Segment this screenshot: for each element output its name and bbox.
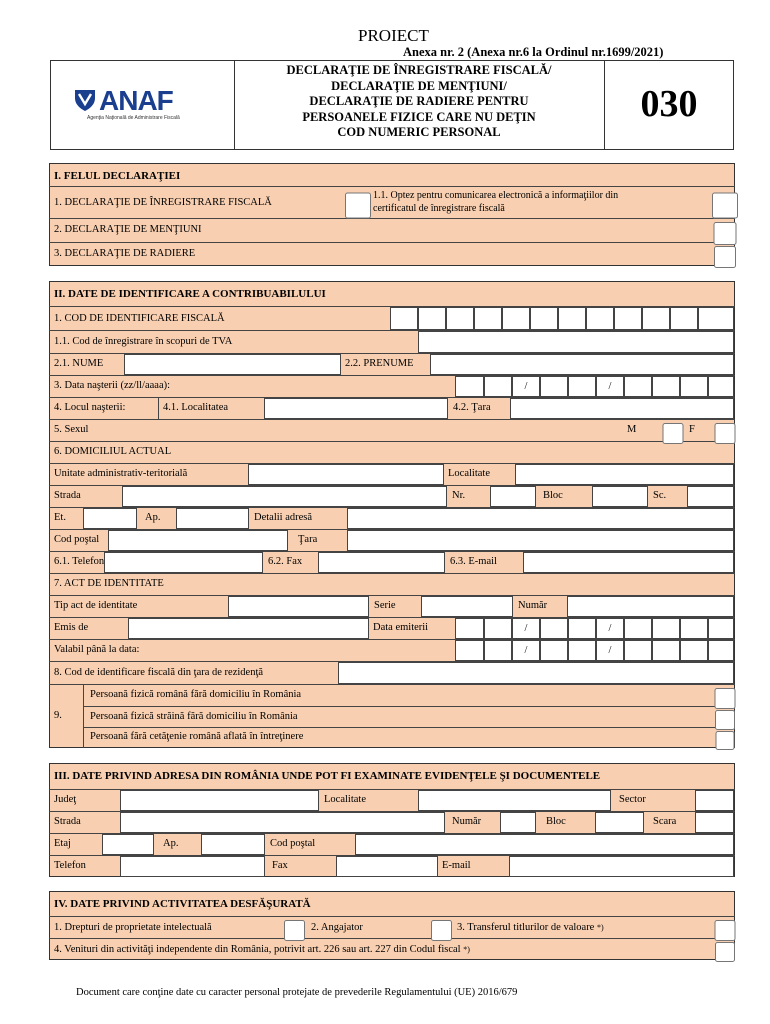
sexul-label: 5. Sexul (54, 424, 89, 435)
emis-de-input[interactable] (128, 618, 369, 639)
transfer-note: *) (596, 923, 604, 932)
p9-option-1-label: Persoană fizică română fără domiciliu în România (90, 689, 302, 700)
venituri-checkbox[interactable] (712, 942, 738, 962)
et-label: Et. (54, 512, 66, 523)
locul-nasterii-label: 4. Locul naşterii: (54, 402, 126, 413)
opt-inregistrare-label: 1. DECLARAŢIE DE ÎNREGISTRARE FISCALĂ (54, 197, 272, 208)
ap-ro-input[interactable] (201, 834, 265, 855)
prenume-label: 2.2. PRENUME (345, 358, 414, 369)
etaj-label: Etaj (54, 838, 71, 849)
date-separator: / (596, 376, 624, 397)
strada-ro-label: Strada (54, 816, 81, 827)
date-digit[interactable] (652, 618, 680, 639)
email-input[interactable] (523, 552, 734, 573)
localitatea-label: 4.1. Localitatea (163, 402, 229, 413)
numar-label: Număr (518, 600, 548, 611)
date-digit[interactable] (540, 618, 568, 639)
unitate-input[interactable] (248, 464, 444, 485)
tva-input[interactable] (418, 331, 734, 353)
opt-inregistrare-checkbox[interactable] (345, 191, 371, 220)
p9-option-3-label: Persoană fără cetăţenie română aflată în întreţinere (90, 731, 304, 742)
date-digit[interactable] (484, 618, 512, 639)
cif-digit[interactable] (474, 307, 502, 330)
point-9-label: 9. (54, 710, 62, 721)
serie-label: Serie (374, 600, 396, 611)
tip-act-input[interactable] (228, 596, 369, 617)
scara-label: Scara (653, 816, 677, 827)
tva-label: 1.1. Cod de înregistrare în scopuri de TVA (54, 336, 233, 347)
cif-digit[interactable] (558, 307, 586, 330)
title-line: DECLARAŢIE DE ÎNREGISTRARE FISCALĂ/ (286, 63, 552, 77)
nr-input[interactable] (490, 486, 536, 507)
p9-option-2-checkbox[interactable] (712, 710, 738, 730)
judet-input[interactable] (120, 790, 319, 811)
bloc-ro-label: Bloc (546, 816, 566, 827)
telefon-input[interactable] (104, 552, 263, 573)
date-digit[interactable] (484, 376, 512, 397)
date-digit[interactable] (708, 618, 734, 639)
drepturi-label: 1. Drepturi de proprietate intelectuală (54, 922, 212, 933)
opt-comunicare-checkbox[interactable] (712, 191, 738, 220)
tip-act-label: Tip act de identitate (54, 600, 138, 611)
date-digit[interactable] (652, 640, 680, 661)
email-label: 6.3. E-mail (450, 556, 497, 567)
fax-input[interactable] (318, 552, 445, 573)
date-digit[interactable] (568, 376, 596, 397)
date-separator: / (596, 618, 624, 639)
sc-input[interactable] (687, 486, 734, 507)
cod-rezidenta-input[interactable] (338, 662, 734, 684)
date-digit[interactable] (455, 618, 484, 639)
localitate-ro-label: Localitate (324, 794, 366, 805)
ap-label: Ap. (145, 512, 161, 523)
opt-comunicare-label-2: certificatul de înregistrare fiscală (373, 203, 505, 214)
cif-digit[interactable] (698, 307, 734, 330)
sex-f-checkbox[interactable] (712, 423, 738, 444)
tara-nastere-input[interactable] (510, 398, 734, 419)
drepturi-checkbox[interactable] (281, 920, 308, 941)
p9-option-1-checkbox[interactable] (712, 688, 738, 709)
angajator-checkbox[interactable] (428, 920, 455, 941)
email-ro-label: E-mail (442, 860, 471, 871)
date-digit[interactable] (568, 640, 596, 661)
p9-option-2-label: Persoană fizică străină fără domiciliu în România (90, 711, 298, 722)
localitate-label: Localitate (448, 468, 490, 479)
strada-input[interactable] (122, 486, 447, 507)
prenume-input[interactable] (430, 354, 734, 375)
date-digit[interactable] (568, 618, 596, 639)
localitate-input[interactable] (515, 464, 734, 485)
valabil-label: Valabil până la data: (54, 644, 140, 655)
declaration-title (234, 63, 604, 141)
nume-label: 2.1. NUME (54, 358, 104, 369)
localitatea-input[interactable] (264, 398, 448, 419)
etaj-input[interactable] (102, 834, 154, 855)
sex-m-label: M (627, 424, 637, 435)
domiciliu-label: 6. DOMICILIUL ACTUAL (54, 446, 172, 457)
sc-label: Sc. (653, 490, 667, 501)
sex-m-checkbox[interactable] (660, 423, 686, 444)
transfer-checkbox[interactable] (712, 920, 738, 941)
cif-digit[interactable] (502, 307, 530, 330)
telefon-ro-label: Telefon (54, 860, 86, 871)
date-digit[interactable] (680, 376, 708, 397)
title-line: COD NUMERIC PERSONAL (337, 125, 501, 139)
cif-label: 1. COD DE IDENTIFICARE FISCALĂ (54, 313, 225, 324)
date-digit[interactable] (624, 376, 652, 397)
strada-ro-input[interactable] (120, 812, 445, 833)
transfer-label (457, 923, 604, 934)
footer-note: Document care conţine date cu caracter personal protejate de prevederile Regulamentului (UE) 2016/679 (76, 987, 518, 998)
shield-icon (73, 88, 97, 112)
date-digit[interactable] (540, 640, 568, 661)
date-digit[interactable] (680, 618, 708, 639)
detalii-input[interactable] (347, 508, 734, 529)
date-digit[interactable] (652, 376, 680, 397)
nume-input[interactable] (124, 354, 341, 375)
cod-postal-input[interactable] (108, 530, 288, 551)
section-4-title: IV. DATE PRIVIND ACTIVITATEA DESFĂŞURATĂ (54, 898, 311, 910)
tara-nastere-label: 4.2. Ţara (453, 402, 491, 413)
tara-label: Ţara (298, 534, 318, 545)
angajator-label: 2. Angajator (311, 922, 363, 933)
strada-label: Strada (54, 490, 81, 501)
unitate-label: Unitate administrativ-teritorială (54, 468, 188, 479)
email-ro-input[interactable] (509, 856, 734, 877)
telefon-ro-input[interactable] (120, 856, 265, 877)
sector-label: Sector (619, 794, 646, 805)
venituri-label (54, 945, 470, 956)
cif-digit[interactable] (418, 307, 446, 330)
transfer-text: 3. Transferul titlurilor de valoare (457, 922, 595, 933)
cif-digit[interactable] (390, 307, 418, 330)
title-line: DECLARAŢIE DE MENŢIUNI/ (331, 78, 507, 93)
fax-ro-input[interactable] (336, 856, 438, 877)
cif-digit[interactable] (530, 307, 558, 330)
proiect-label: PROIECT (358, 26, 429, 45)
bloc-label: Bloc (543, 490, 563, 501)
numar-ro-input[interactable] (500, 812, 536, 833)
opt-comunicare-label-1: 1.1. Optez pentru comunicarea electronică a informaţiilor din (373, 190, 619, 201)
cod-postal-ro-label: Cod poştal (270, 838, 316, 849)
date-separator: / (512, 618, 540, 639)
fax-ro-label: Fax (272, 860, 288, 871)
data-emiterii-label: Data emiterii (373, 622, 429, 633)
detalii-label: Detalii adresă (254, 512, 313, 523)
date-separator: / (512, 376, 540, 397)
cif-digit[interactable] (586, 307, 614, 330)
cif-digit[interactable] (670, 307, 698, 330)
date-separator: / (512, 640, 540, 661)
judet-label: Judeţ (54, 794, 77, 805)
date-separator: / (596, 640, 624, 661)
title-line: DECLARAŢIE DE RADIERE PENTRU (309, 94, 529, 108)
date-digit[interactable] (708, 640, 734, 661)
anexa-label: Anexa nr. 2 (Anexa nr.6 la Ordinul nr.1699/2021) (403, 45, 664, 59)
emis-de-label: Emis de (54, 622, 89, 633)
anaf-subtext: Agenţia Naţională de Administrare Fiscală (87, 115, 180, 121)
fax-label: 6.2. Fax (268, 556, 303, 567)
date-digit[interactable] (708, 376, 734, 397)
date-digit[interactable] (624, 640, 652, 661)
date-digit[interactable] (680, 640, 708, 661)
title-line: PERSOANELE FIZICE CARE NU DEŢIN (302, 109, 536, 124)
localitate-ro-input[interactable] (418, 790, 611, 811)
opt-radiere-label: 3. DECLARAŢIE DE RADIERE (54, 248, 196, 259)
serie-input[interactable] (421, 596, 513, 617)
bloc-ro-input[interactable] (595, 812, 644, 833)
nr-label: Nr. (452, 490, 466, 501)
cod-postal-ro-input[interactable] (355, 834, 734, 855)
venituri-text: 4. Venituri din activităţi independente din România, potrivit art. 226 sau art. 227 din Codul fiscal (54, 944, 461, 955)
sex-f-label: F (689, 424, 695, 435)
form-code: 030 (640, 83, 698, 125)
opt-radiere-checkbox[interactable] (712, 246, 738, 268)
ap-input[interactable] (176, 508, 249, 529)
anaf-wordmark: ANAF (99, 85, 173, 116)
p9-option-3-checkbox[interactable] (712, 731, 738, 750)
data-nasterii-label: 3. Data naşterii (zz/ll/aaaa): (54, 380, 171, 391)
date-digit[interactable] (624, 618, 652, 639)
cif-digit[interactable] (642, 307, 670, 330)
cif-digit[interactable] (614, 307, 642, 330)
cod-rezidenta-label: 8. Cod de identificare fiscală din ţara de rezidenţă (54, 667, 264, 678)
scara-input[interactable] (695, 812, 734, 833)
date-digit[interactable] (455, 376, 484, 397)
bloc-input[interactable] (592, 486, 648, 507)
section-2-title: II. DATE DE IDENTIFICARE A CONTRIBUABILULUI (54, 288, 326, 300)
section-1-title: I. FELUL DECLARAŢIEI (54, 170, 181, 182)
section-3-title: III. DATE PRIVIND ADRESA DIN ROMÂNIA UNDE POT FI EXAMINATE EVIDENŢELE ŞI DOCUMENTELE (54, 770, 601, 782)
date-digit[interactable] (455, 640, 484, 661)
opt-mentiuni-checkbox[interactable] (712, 222, 738, 245)
tara-input[interactable] (347, 530, 734, 551)
anaf-logo (73, 85, 213, 124)
venituri-note: *) (463, 945, 470, 954)
numar-input[interactable] (567, 596, 734, 617)
act-identitate-label: 7. ACT DE IDENTITATE (54, 578, 164, 589)
opt-mentiuni-label: 2. DECLARAŢIE DE MENŢIUNI (54, 224, 202, 235)
date-digit[interactable] (540, 376, 568, 397)
et-input[interactable] (83, 508, 137, 529)
telefon-label: 6.1. Telefon (54, 556, 105, 567)
numar-ro-label: Număr (452, 816, 482, 827)
date-digit[interactable] (484, 640, 512, 661)
cif-digit[interactable] (446, 307, 474, 330)
sector-input[interactable] (695, 790, 734, 811)
cod-postal-label: Cod poştal (54, 534, 100, 545)
ap-ro-label: Ap. (163, 838, 179, 849)
